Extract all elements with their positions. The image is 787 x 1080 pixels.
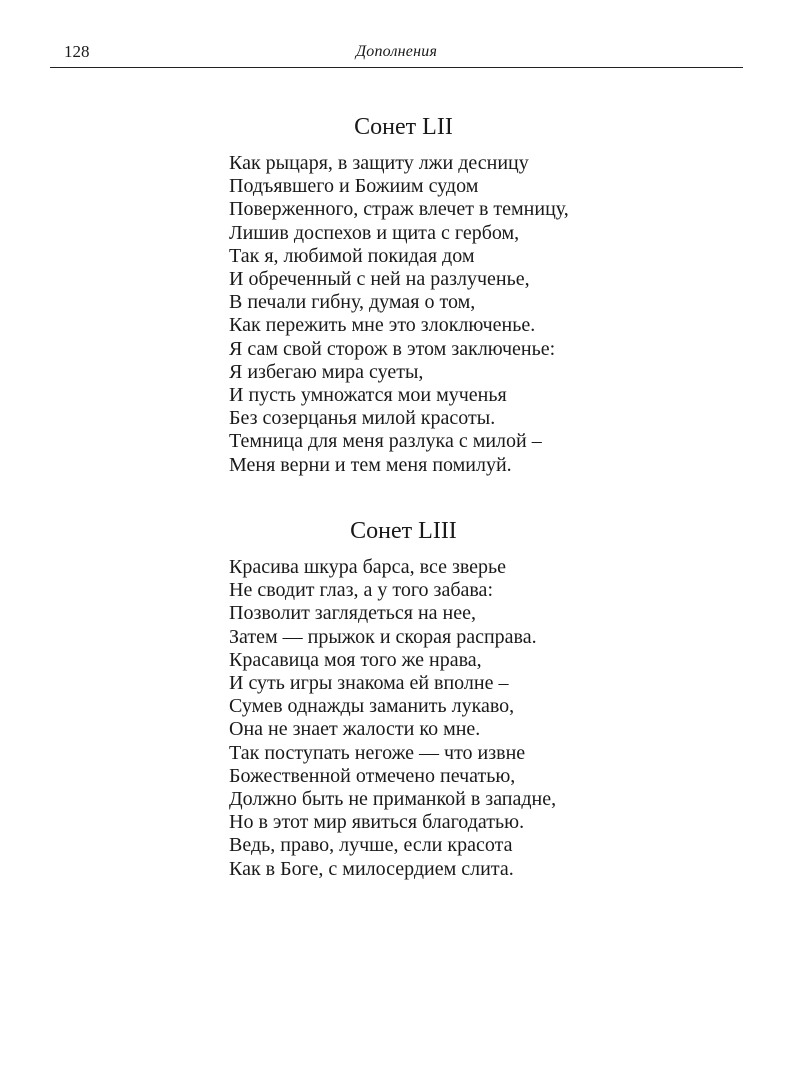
sonnet-verse: [0, 152, 787, 477]
verse-line: Она не знает жалости ко мне.: [229, 718, 481, 741]
verse-line: Подъявшего и Божиим судом: [229, 175, 479, 198]
verse-line: Я избегаю мира суеты,: [229, 360, 424, 383]
sonnet-title: Сонет LIII: [350, 518, 457, 544]
verse-line: Поверженного, страж влечет в темницу,: [229, 198, 569, 221]
verse-line: Лишив доспехов и щита с гербом,: [229, 221, 520, 244]
verse-line: Красавица моя того же нрава,: [229, 648, 482, 671]
verse-line: Затем — прыжок и скорая расправа.: [229, 625, 537, 648]
verse-line: Как рыцаря, в защиту лжи десницу: [229, 152, 529, 174]
verse-line: Я сам свой сторож в этом заключенье:: [229, 337, 556, 360]
verse-line: Темница для меня разлука с милой –: [229, 430, 542, 453]
verse-line: Так я, любимой покидая дом: [229, 244, 475, 267]
verse-line: Божественной отмечено печатью,: [229, 764, 516, 787]
verse-line: Меня верни и тем меня помилуй.: [229, 453, 512, 476]
sonnet-title: Сонет LII: [354, 114, 453, 140]
running-header: [50, 40, 743, 68]
verse-line: И пусть умножатся мои мученья: [229, 384, 507, 407]
verse-line: Но в этот мир явиться благодатью.: [229, 811, 525, 834]
verse-line: Ведь, право, лучше, если красота: [229, 834, 513, 857]
verse-line: Без созерцанья милой красоты.: [229, 407, 496, 430]
verse-line: Красива шкура барса, все зверье: [229, 556, 507, 578]
verse-line: Так поступать негоже — что извне: [229, 741, 526, 764]
verse-line: Должно быть не приманкой в западне,: [229, 788, 557, 811]
sonnet-liii: [0, 516, 787, 881]
verse-line: И обреченный с ней на разлученье,: [229, 268, 530, 291]
verse-line: И суть игры знакома ей вполне –: [229, 672, 509, 695]
verse-line: Как в Боге, с милосердием слита.: [229, 857, 514, 880]
verse-line: Не сводит глаз, а у того забава:: [229, 579, 493, 602]
section-title: Дополнения: [355, 43, 438, 60]
verse-line: Сумев однажды заманить лукаво,: [229, 695, 515, 718]
verse-line: Позволит заглядеться на нее,: [229, 602, 476, 625]
sonnet-verse: [0, 556, 787, 881]
sonnet-lii: [0, 112, 787, 477]
verse-line: В печали гибну, думая о том,: [229, 291, 476, 314]
page-number: 128: [64, 42, 90, 61]
verse-line: Как пережить мне это злоключенье.: [229, 314, 536, 337]
